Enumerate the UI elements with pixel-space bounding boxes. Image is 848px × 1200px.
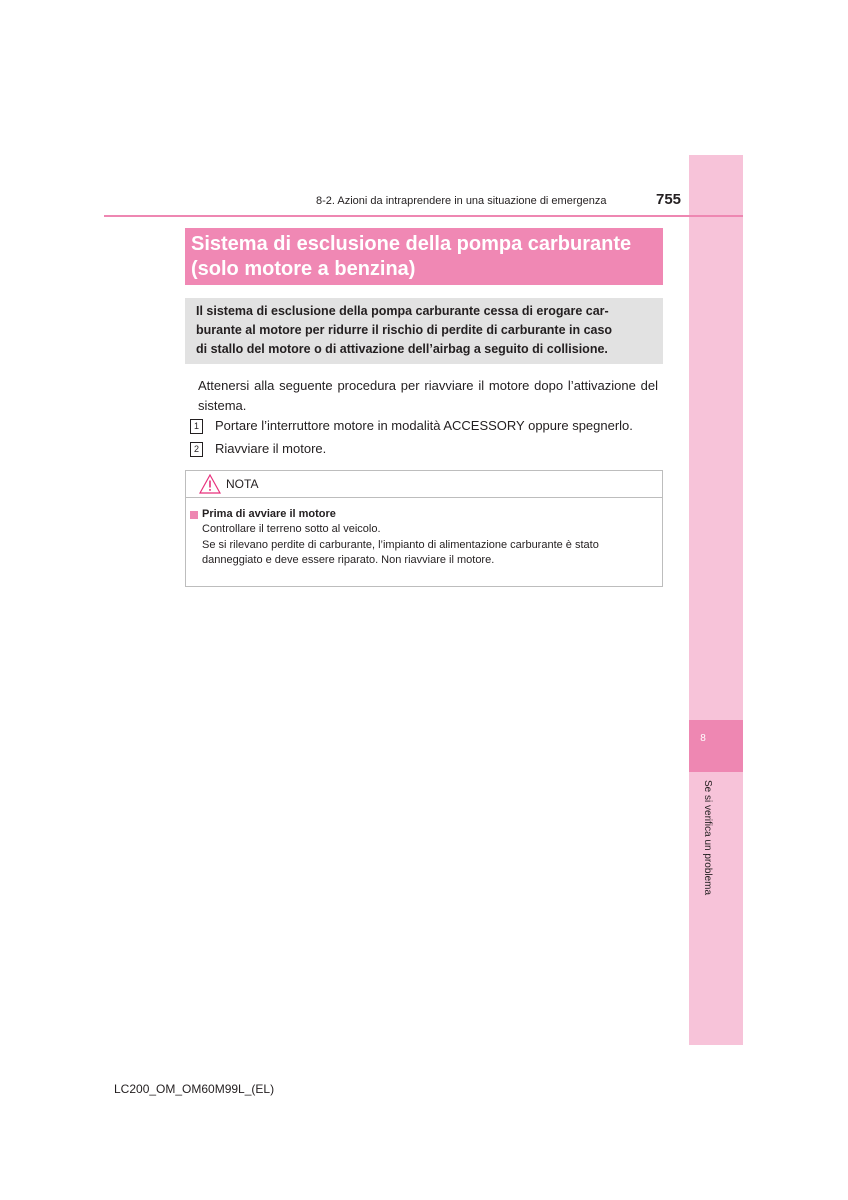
page-title-line1: Sistema di esclusione della pompa carburante [191, 233, 632, 255]
step-item [190, 440, 660, 458]
step-number: 1 [190, 419, 203, 434]
side-tab-active-chapter [689, 720, 743, 772]
step-text: Riavviare il motore. [215, 441, 327, 456]
step-item [190, 417, 660, 435]
pink-square-bullet-icon [190, 511, 198, 519]
summary-line2: burante al motore per ridurre il rischio di perdite di carburante in caso [196, 323, 613, 337]
note-item-title [190, 507, 652, 522]
summary-line3: di stallo del motore o di attivazione dell’airbag a seguito di collisione. [196, 342, 608, 356]
summary-line1: Il sistema di esclusione della pompa carburante cessa di erogare car- [196, 304, 609, 318]
note-item-title-text: Prima di avviare il motore [202, 508, 336, 520]
intro-paragraph: Attenersi alla seguente procedura per riavviare il motore dopo l’attivazione del sistema. [198, 378, 658, 413]
chapter-title: Se si verifica un problema [702, 780, 713, 896]
header-divider [104, 215, 743, 217]
warning-triangle-icon [199, 474, 221, 494]
step-number: 2 [190, 442, 203, 457]
summary-box [185, 298, 663, 364]
chapter-number: 8 [700, 733, 706, 744]
page-number: 755 [656, 191, 682, 208]
page-title-line2: (solo motore a benzina) [191, 258, 416, 280]
step-text: Portare l’interruttore motore in modalità ACCESSORY oppure spegnerlo. [215, 418, 633, 433]
note-box [185, 470, 663, 587]
title-box [185, 228, 663, 285]
note-line: Controllare il terreno sotto al veicolo. [202, 523, 381, 535]
note-line: Se si rilevano perdite di carburante, l’impianto di alimentazione carburante è stato [202, 538, 599, 551]
document-code: LC200_OM_OM60M99L_(EL) [114, 1082, 275, 1096]
note-body [186, 498, 662, 569]
note-header [186, 471, 662, 498]
section-title: 8-2. Azioni da intraprendere in una situazione di emergenza [316, 195, 607, 207]
note-line: danneggiato e deve essere riparato. Non riavviare il motore. [202, 554, 495, 566]
note-label: NOTA [226, 477, 259, 491]
